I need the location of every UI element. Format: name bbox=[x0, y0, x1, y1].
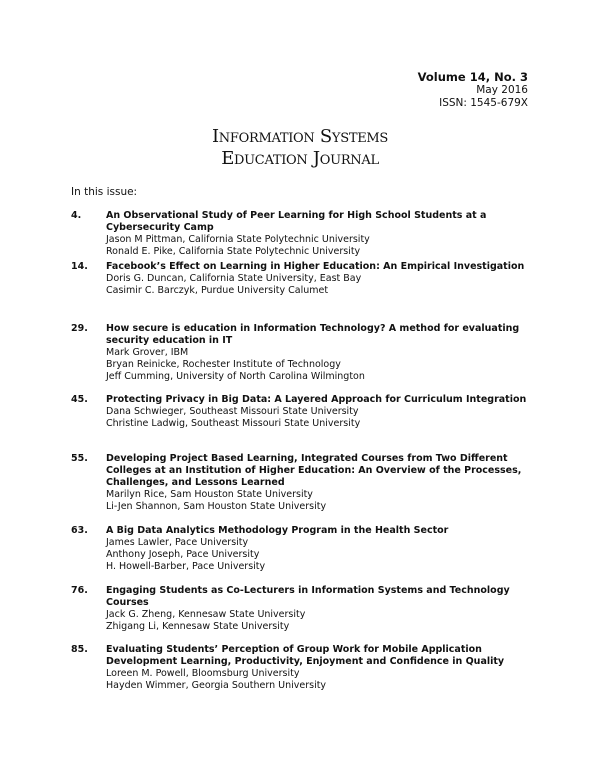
article-author: H. Howell-Barber, Pace University bbox=[106, 561, 266, 572]
article-author: Jeff Cumming, University of North Carolina Wilmington bbox=[106, 371, 365, 382]
toc-entry[interactable] bbox=[71, 644, 541, 696]
in-this-issue-label: In this issue: bbox=[71, 186, 138, 198]
page-number: 45. bbox=[71, 394, 88, 405]
article-author: Doris G. Duncan, California State University, East Bay bbox=[106, 273, 362, 284]
article-author: Christine Ladwig, Southeast Missouri State University bbox=[106, 418, 361, 429]
article-title[interactable]: Facebook’s Effect on Learning in Higher Education: An Empirical Investigation bbox=[106, 261, 525, 272]
toc-entry[interactable] bbox=[71, 585, 541, 644]
page-number: 55. bbox=[71, 453, 88, 464]
article-author: Anthony Joseph, Pace University bbox=[106, 549, 260, 560]
article-author: Dana Schwieger, Southeast Missouri State University bbox=[106, 406, 359, 417]
article-author: Ronald E. Pike, California State Polytechnic University bbox=[106, 246, 361, 257]
page-number: 85. bbox=[71, 644, 88, 655]
article-author: Hayden Wimmer, Georgia Southern University bbox=[106, 680, 327, 691]
page-number: 63. bbox=[71, 525, 88, 536]
article-author: James Lawler, Pace University bbox=[106, 537, 249, 548]
page-number: 4. bbox=[71, 210, 82, 221]
volume-number: Volume 14, No. 3 bbox=[417, 70, 528, 84]
toc-entry[interactable] bbox=[71, 453, 541, 525]
toc-entry[interactable] bbox=[71, 394, 541, 453]
toc-entry[interactable] bbox=[71, 261, 541, 323]
journal-title-line-2: Education Journal bbox=[221, 148, 379, 169]
article-author: Li-Jen Shannon, Sam Houston State University bbox=[106, 501, 327, 512]
article-author: Mark Grover, IBM bbox=[106, 347, 189, 358]
article-author: Marilyn Rice, Sam Houston State University bbox=[106, 489, 313, 500]
article-author: Jack G. Zheng, Kennesaw State University bbox=[106, 609, 306, 620]
article-title[interactable]: How secure is education in Information Technology? A method for evaluating security education in IT bbox=[106, 323, 520, 346]
issue-date: May 2016 bbox=[476, 84, 528, 96]
article-author: Loreen M. Powell, Bloomsburg University bbox=[106, 668, 300, 679]
article-author: Jason M Pittman, California State Polytechnic University bbox=[106, 234, 370, 245]
journal-title bbox=[0, 126, 600, 170]
journal-title-line-1: Information Systems bbox=[212, 126, 388, 147]
article-title[interactable]: An Observational Study of Peer Learning for High School Students at a Cybersecurity Camp bbox=[106, 210, 487, 233]
article-author: Zhigang Li, Kennesaw State University bbox=[106, 621, 290, 632]
article-title[interactable]: Protecting Privacy in Big Data: A Layered Approach for Curriculum Integration bbox=[106, 394, 527, 405]
toc-entry[interactable] bbox=[71, 210, 541, 261]
table-of-contents bbox=[71, 210, 541, 696]
page-number: 29. bbox=[71, 323, 88, 334]
page-number: 14. bbox=[71, 261, 88, 272]
article-author: Bryan Reinicke, Rochester Institute of Technology bbox=[106, 359, 341, 370]
article-author: Casimir C. Barczyk, Purdue University Calumet bbox=[106, 285, 329, 296]
issn: ISSN: 1545-679X bbox=[439, 97, 528, 109]
article-title[interactable]: A Big Data Analytics Methodology Program in the Health Sector bbox=[106, 525, 449, 536]
issue-masthead bbox=[418, 70, 528, 110]
page-number: 76. bbox=[71, 585, 88, 596]
toc-entry[interactable] bbox=[71, 525, 541, 585]
article-title[interactable]: Developing Project Based Learning, Integrated Courses from Two Different Colleges at an Institution of Higher Education: An Overview of the Processes, Challenges, and Lessons Learned bbox=[106, 453, 522, 488]
toc-entry[interactable] bbox=[71, 323, 541, 394]
article-title[interactable]: Engaging Students as Co-Lecturers in Information Systems and Technology Courses bbox=[106, 585, 510, 608]
article-title[interactable]: Evaluating Students’ Perception of Group Work for Mobile Application Development Learning, Productivity, Enjoyment and Confidence in Quality bbox=[106, 644, 505, 667]
